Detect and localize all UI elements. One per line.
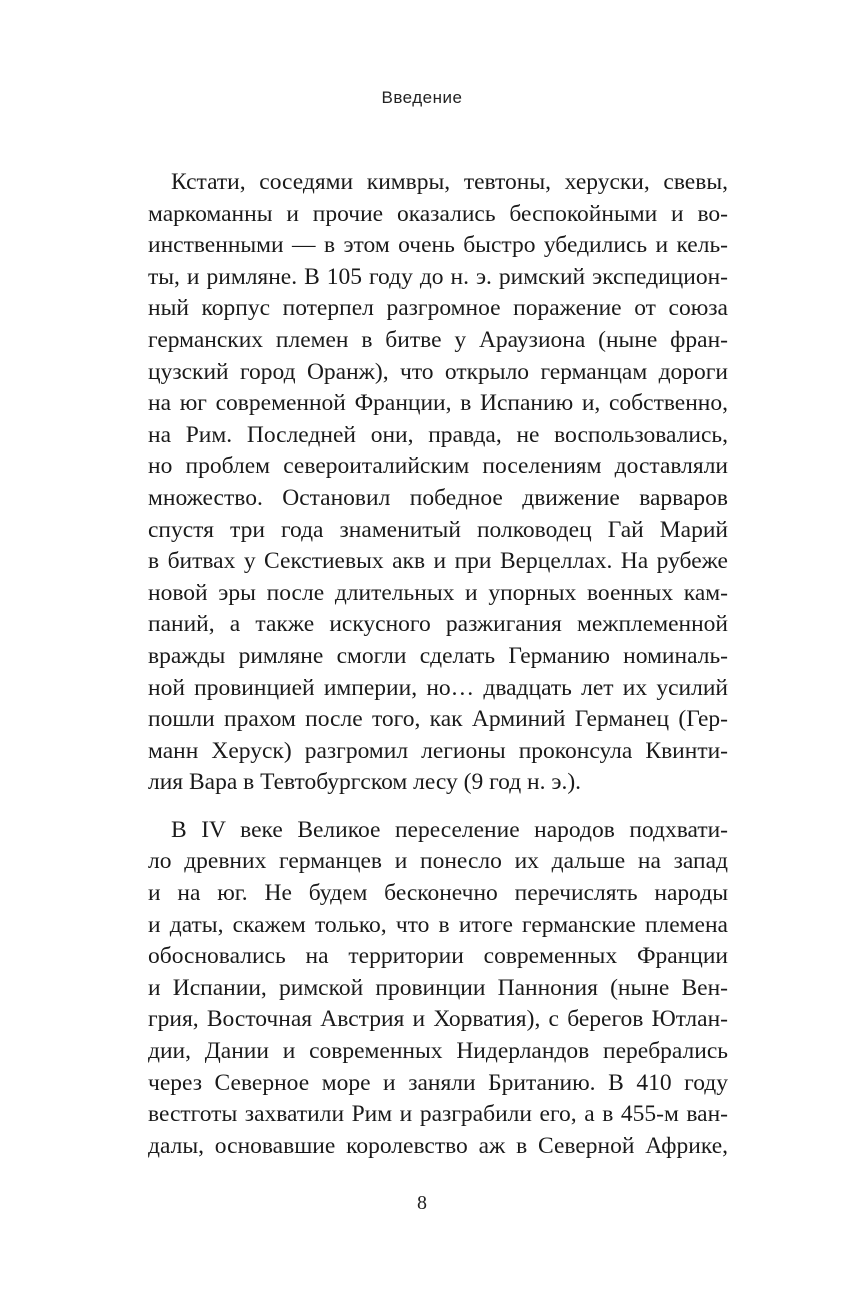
text-line: новой эры после длительных и упорных военных кам-	[148, 579, 728, 606]
text-line: паний, а также искусного разжигания межплеменной	[148, 611, 728, 638]
text-line: В IV веке Великое переселение народов подхвати-	[171, 816, 728, 843]
text-line: на Рим. Последней они, правда, не воспользовались,	[148, 421, 728, 448]
text-line: и Испании, римской провинции Паннония (ныне Вен-	[148, 974, 728, 1001]
running-head: Введение	[381, 88, 463, 107]
text-line: и на юг. Не будем бесконечно перечислять народы	[148, 880, 728, 907]
text-line: но проблем североиталийским поселениям доставляли	[148, 453, 728, 480]
text-line: дии, Дании и современных Нидерландов перебрались	[148, 1038, 728, 1065]
text-line: Кстати, соседями кимвры, тевтоны, херуски, свевы,	[171, 169, 728, 195]
text-line: в битвах у Секстиевых акв и при Верцеллах. На рубеже	[148, 548, 728, 575]
text-line: цузский город Оранж), что открыло германцам дороги	[148, 358, 728, 385]
text-line: пошли прахом после того, как Арминий Германец (Гер-	[148, 706, 728, 733]
body-text	[148, 167, 728, 1162]
text-line: вражды римляне смогли сделать Германию номиналь-	[148, 642, 728, 669]
text-line: маркоманны и прочие оказались беспокойными и во-	[148, 200, 728, 227]
text-line: инственными — в этом очень быстро убедились и кель-	[148, 232, 728, 259]
text-line: грия, Восточная Австрия и Хорватия), с берегов Ютлан-	[148, 1006, 728, 1033]
text-line: германских племен в битве у Араузиона (ныне фран-	[148, 326, 728, 353]
paragraph-2	[148, 815, 728, 1163]
text-line: на юг современной Франции, в Испанию и, собственно,	[148, 390, 728, 417]
text-line: множество. Остановил победное движение варваров	[148, 484, 728, 511]
text-line: ной провинцией империи, но… двадцать лет их усилий	[148, 674, 728, 701]
text-line: далы, основавшие королевство аж в Северной Африке,	[148, 1132, 728, 1159]
paragraph-1	[148, 167, 728, 799]
text-line: и даты, скажем только, что в итоге германские племена	[148, 911, 728, 938]
text-line: ло древних германцев и понесло их дальше на запад	[148, 848, 728, 875]
text-line: вестготы захватили Рим и разграбили его, а в 455-м ван-	[148, 1101, 728, 1128]
text-line: через Северное море и заняли Британию. В 410 году	[148, 1069, 728, 1096]
text-line: лия Вара в Тевтобургском лесу (9 год н. э.).	[148, 769, 582, 796]
text-line: ный корпус потерпел разгромное поражение от союза	[148, 295, 728, 322]
text-line: манн Херуск) разгромил легионы проконсула Квинти-	[148, 737, 728, 764]
text-line: спустя три года знаменитый полководец Гай Марий	[148, 516, 728, 543]
page-number: 8	[417, 1192, 427, 1214]
text-line: ты, и римляне. В 105 году до н. э. римский экспедицион-	[148, 263, 728, 290]
text-line: обосновались на территории современных Франции	[148, 943, 728, 970]
